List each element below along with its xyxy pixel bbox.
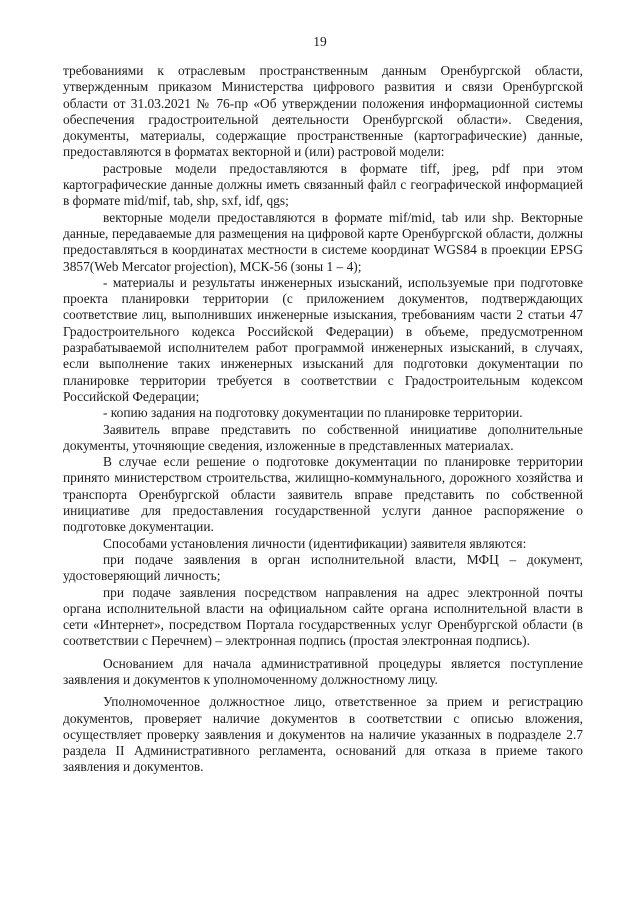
paragraph-4: - материалы и результаты инженерных изысканий, используемые при подготовке проекта планировки территории (с приложением документов, подтверждающих соответствие лиц, выполнивших инженерные изыскания, требованиям части 2 статьи 47 Градостроительного кодекса Российской Федерации) в объеме, предусмотренном разрабатываемой исполнителем работ программой инженерных изысканий, в случаях, если выполнение таких инженерных изысканий для подготовки документации по планировке территории требуется в соответствии с Градостроительным кодексом Российской Федерации; (63, 274, 583, 404)
paragraph-3: векторные модели предоставляются в формате mif/mid, tab или shp. Векторные данные, передаваемые для размещения на цифровой карте Оренбургской области, должны предоставляться в координатах местности в системе координат WGS84 в проекции EPSG 3857(Web Mercator projection), МСК-56 (зоны 1 – 4); (63, 209, 583, 274)
paragraph-2: растровые модели предоставляются в формате tiff, jpeg, pdf при этом картографические данные должны иметь связанный файл с географической информацией в формате mid/mif, tab, shp, sxf, idf, qgs; (63, 160, 583, 209)
page-number: 19 (313, 34, 327, 49)
paragraph-1: требованиями к отраслевым пространственным данным Оренбургской области, утвержденным приказом Министерства цифрового развития и связи Оренбургской области от 31.03.2021 № 76-пр «Об утверждении положения информационной системы обеспечения градостроительной деятельности Оренбургской области». Сведения, документы, материалы, содержащие пространственные (картографические) данные, предоставляются в форматах векторной и (или) растровой модели: (63, 63, 583, 160)
paragraph-7: В случае если решение о подготовке документации по планировке территории принято министерством строительства, жилищно-коммунального, дорожного хозяйства и транспорта Оренбургской области заявитель вправе представить по собственной инициативе для предоставления государственной услуги данное распоряжение о подготовке документации. (63, 454, 583, 535)
paragraph-12: Уполномоченное должностное лицо, ответственное за прием и регистрацию документов, проверяет наличие документов в соответствии с описью вложения, осуществляет проверку заявления и документов на наличие указанных в подразделе 2.7 раздела II Административного регламента, оснований для отказа в приеме такого заявления и документов. (63, 694, 583, 775)
paragraph-5: - копию задания на подготовку документации по планировке территории. (103, 405, 523, 421)
paragraph-6: Заявитель вправе представить по собственной инициативе дополнительные документы, уточняющие сведения, изложенные в представленных материалах. (63, 421, 583, 453)
paragraph-8: Способами установления личности (идентификации) заявителя являются: (103, 535, 527, 551)
document-body (63, 63, 583, 776)
paragraph-11: Основанием для начала административной процедуры является поступление заявления и документов к уполномоченному должностному лицу. (63, 655, 583, 687)
paragraph-9: при подаче заявления в орган исполнительной власти, МФЦ – документ, удостоверяющий личность; (63, 551, 583, 584)
paragraph-10: при подаче заявления посредством направления на адрес электронной почты органа исполнительной власти на официальном сайте органа исполнительной власти в сети «Интернет», посредством Портала государственных услуг Оренбургской области (в соответствии с Перечнем) – электронная подпись (простая электронная подпись). (63, 584, 583, 649)
